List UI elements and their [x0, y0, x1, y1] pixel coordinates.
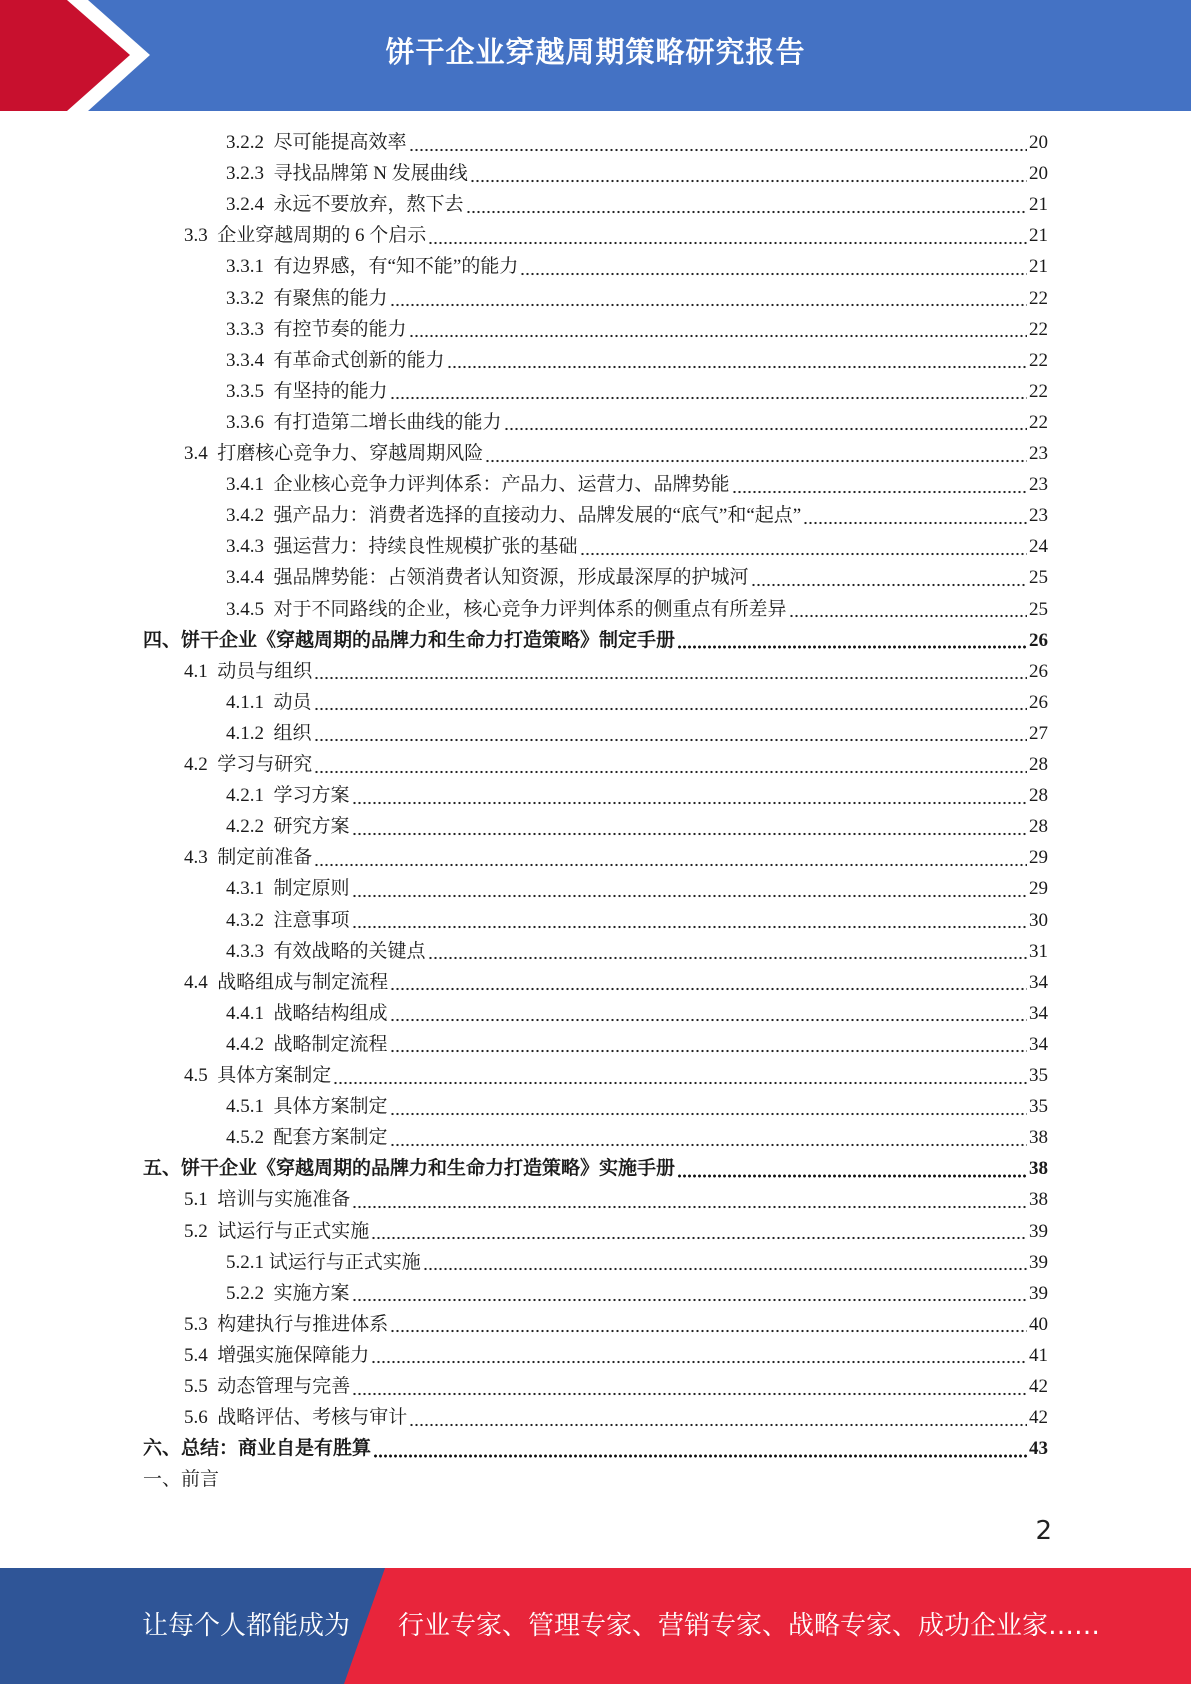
- toc-entry-title: 组织: [273, 722, 312, 744]
- toc-entry-title: 学习方案: [273, 785, 350, 807]
- toc-entry-title: 寻找品牌第 N 发展曲线: [273, 163, 468, 185]
- toc-entry-page: 23: [1029, 474, 1048, 496]
- toc-entry-title: 试运行与正式实施: [268, 1251, 421, 1273]
- toc-entry-number: 5.4: [184, 1344, 208, 1366]
- toc-entry-number: 4.1: [184, 660, 208, 682]
- toc-entry-page: 28: [1029, 754, 1048, 775]
- toc-entry[interactable]: [226, 687, 1048, 718]
- toc-entry-page: 24: [1029, 536, 1048, 558]
- toc-dot-leader: [352, 1205, 1027, 1209]
- toc-entry[interactable]: [226, 1278, 1048, 1309]
- toc-entry-title: 企业穿越周期的 6 个启示: [217, 225, 427, 247]
- toc-entry[interactable]: [226, 718, 1048, 749]
- toc-entry-number: 4.5: [184, 1065, 208, 1086]
- toc-entry-title: 有聚焦的能力: [273, 287, 388, 309]
- toc-entry[interactable]: [226, 811, 1048, 842]
- toc-dot-leader: [751, 583, 1027, 587]
- toc-entry-page: 29: [1029, 878, 1048, 900]
- toc-entry-number: 3.3: [184, 225, 208, 247]
- toc-dot-leader: [466, 210, 1027, 214]
- toc-dot-leader: [520, 272, 1027, 276]
- toc-entry-number: 4.3.3: [226, 940, 264, 962]
- toc-entry-page: 35: [1029, 1065, 1048, 1086]
- toc-entry-title: 战略制定流程: [273, 1033, 388, 1055]
- toc-dot-leader: [371, 1236, 1027, 1240]
- toc-entry-number: 4.1.2: [226, 722, 264, 744]
- toc-entry[interactable]: [184, 1216, 1048, 1247]
- page-header: [0, 0, 1191, 111]
- toc-entry[interactable]: [184, 220, 1048, 251]
- toc-entry-number: 4.5.1: [226, 1096, 264, 1118]
- toc-entry-title: 强产品力：消费者选择的直接动力、品牌发展的“底气”和“起点”: [273, 505, 802, 527]
- toc-entry-page: 39: [1029, 1282, 1048, 1304]
- toc-entry[interactable]: [184, 1184, 1048, 1215]
- toc-entry[interactable]: [184, 967, 1048, 998]
- toc-entry-number: 4.5.2: [226, 1127, 264, 1149]
- toc-dot-leader: [409, 334, 1027, 338]
- toc-dot-leader: [314, 863, 1027, 867]
- toc-entry-number: 3.4: [184, 443, 208, 464]
- toc-dot-leader: [428, 241, 1027, 245]
- toc-dot-leader: [352, 832, 1027, 836]
- toc-entry[interactable]: [226, 469, 1048, 500]
- toc-entry-page: 26: [1029, 660, 1048, 682]
- toc-entry-number: 3.2.2: [226, 132, 264, 153]
- toc-dot-leader: [314, 770, 1027, 774]
- toc-entry-page: 20: [1029, 163, 1048, 185]
- toc-entry-page: 35: [1029, 1096, 1048, 1118]
- toc-entry-title: 企业核心竞争力评判体系：产品力、运营力、品牌势能: [273, 474, 730, 496]
- toc-entry-number: 3.4.4: [226, 567, 264, 589]
- toc-entry-number: 3.4.5: [226, 598, 264, 620]
- toc-entry-page: 22: [1029, 380, 1048, 402]
- toc-entry-number: 3.4.2: [226, 505, 264, 527]
- toc-entry-title: 战略评估、考核与审计: [217, 1407, 408, 1429]
- toc-entry[interactable]: [226, 998, 1048, 1029]
- toc-dot-leader: [789, 614, 1027, 618]
- toc-entry-page: 39: [1029, 1251, 1048, 1273]
- toc-entry-title: 具体方案制定: [217, 1065, 332, 1086]
- toc-entry-number: 5.2.2: [226, 1282, 264, 1304]
- toc-entry-number: 3.3.1: [226, 256, 264, 278]
- toc-entry-page: 21: [1029, 194, 1048, 216]
- toc-entry-number: 5.2: [184, 1220, 208, 1242]
- page-footer: [0, 1568, 1191, 1684]
- toc-entry-title: 有革命式创新的能力: [273, 349, 445, 371]
- toc-entry[interactable]: [226, 1029, 1048, 1060]
- toc-dot-leader: [428, 956, 1027, 960]
- toc-dot-leader: [390, 1018, 1027, 1022]
- toc-entry[interactable]: [226, 905, 1048, 936]
- toc-entry-number: 3.3.5: [226, 380, 264, 402]
- toc-dot-leader: [390, 1143, 1027, 1147]
- toc-dot-leader: [409, 1423, 1027, 1427]
- toc-entry[interactable]: [143, 625, 1048, 656]
- toc-entry-title: 培训与实施准备: [217, 1189, 351, 1211]
- toc-entry-title: 具体方案制定: [273, 1096, 388, 1118]
- toc-entry-number: 5.6: [184, 1407, 208, 1429]
- toc-dot-leader: [373, 1454, 1027, 1458]
- toc-dot-leader: [352, 925, 1027, 929]
- toc-dot-leader: [732, 490, 1027, 494]
- toc-entry-title: 有打造第二增长曲线的能力: [273, 411, 502, 433]
- toc-entry-page: 25: [1029, 567, 1048, 589]
- toc-entry-number: 4.2: [184, 754, 208, 775]
- toc-entry[interactable]: [226, 936, 1048, 967]
- toc-entry-title: 有坚持的能力: [273, 380, 388, 402]
- toc-entry[interactable]: [143, 1464, 219, 1495]
- toc-dot-leader: [447, 365, 1027, 369]
- toc-entry[interactable]: [184, 438, 1048, 469]
- toc-dot-leader: [352, 801, 1027, 805]
- page-number: 2: [1035, 1516, 1052, 1546]
- toc-entry-number: 4.4.1: [226, 1002, 264, 1024]
- toc-entry-page: 34: [1029, 971, 1048, 993]
- toc-entry-number: 3.3.6: [226, 411, 264, 433]
- toc-entry-page: 21: [1029, 256, 1048, 278]
- toc-entry-title: 研究方案: [273, 816, 350, 838]
- toc-entry-number: 4.3.2: [226, 909, 264, 931]
- toc-entry-title: 六、总结：商业自是有胜算: [143, 1438, 372, 1460]
- toc-entry-number: 3.2.4: [226, 194, 264, 216]
- toc-entry-page: 34: [1029, 1002, 1048, 1024]
- toc-entry-title: 学习与研究: [217, 754, 313, 775]
- toc-entry-number: 4.3: [184, 847, 208, 869]
- toc-entry[interactable]: [226, 1247, 1048, 1278]
- toc-entry[interactable]: [226, 283, 1048, 314]
- toc-entry[interactable]: [143, 1433, 1048, 1464]
- toc-entry[interactable]: [226, 251, 1048, 282]
- toc-entry-page: 42: [1029, 1376, 1048, 1397]
- toc-entry-title: 注意事项: [273, 909, 350, 931]
- toc-entry-number: 5.1: [184, 1189, 208, 1211]
- toc-entry-page: 38: [1029, 1158, 1048, 1180]
- toc-entry-page: 26: [1029, 629, 1048, 651]
- toc-entry-number: 4.2.1: [226, 785, 264, 807]
- toc-entry-title: 尽可能提高效率: [273, 132, 407, 153]
- toc-dot-leader: [314, 676, 1027, 680]
- toc-entry-page: 25: [1029, 598, 1048, 620]
- toc-dot-leader: [409, 148, 1027, 152]
- toc-entry[interactable]: [226, 1091, 1048, 1122]
- toc-entry[interactable]: [184, 1371, 1048, 1402]
- toc-entry-page: 41: [1029, 1344, 1048, 1366]
- toc-entry-number: 4.3.1: [226, 878, 264, 900]
- toc-dot-leader: [333, 1081, 1027, 1085]
- toc-entry-page: 40: [1029, 1313, 1048, 1335]
- toc-entry-page: 39: [1029, 1220, 1048, 1242]
- toc-entry[interactable]: [226, 158, 1048, 189]
- toc-entry-title: 战略组成与制定流程: [217, 971, 389, 993]
- toc-entry-page: 23: [1029, 505, 1048, 527]
- toc-entry-page: 22: [1029, 411, 1048, 433]
- toc-entry[interactable]: [226, 531, 1048, 562]
- toc-dot-leader: [390, 987, 1027, 991]
- toc-dot-leader: [580, 552, 1027, 556]
- toc-entry-title: 五、饼干企业《穿越周期的品牌力和生命力打造策略》实施手册: [143, 1158, 676, 1180]
- toc-dot-leader: [390, 303, 1027, 307]
- toc-entry-number: 4.2.2: [226, 816, 264, 838]
- toc-entry[interactable]: [226, 127, 1048, 158]
- toc-entry-title: 试运行与正式实施: [217, 1220, 370, 1242]
- toc-entry-number: 3.4.1: [226, 474, 264, 496]
- toc-entry[interactable]: [226, 407, 1048, 438]
- toc-entry-title: 动员与组织: [217, 660, 313, 682]
- toc-dot-leader: [485, 459, 1027, 463]
- toc-entry-page: 28: [1029, 816, 1048, 838]
- toc-entry-title: 强运营力：持续良性规模扩张的基础: [273, 536, 578, 558]
- toc-entry-page: 28: [1029, 785, 1048, 807]
- toc-entry-number: 3.3.3: [226, 318, 264, 340]
- document-title: 饼干企业穿越周期策略研究报告: [385, 34, 806, 69]
- toc-entry[interactable]: [184, 1309, 1048, 1340]
- toc-entry[interactable]: [226, 594, 1048, 625]
- toc-entry-page: 34: [1029, 1033, 1048, 1055]
- toc-entry-title: 实施方案: [273, 1282, 350, 1304]
- toc-dot-leader: [677, 1174, 1027, 1178]
- toc-dot-leader: [314, 738, 1027, 742]
- toc-entry[interactable]: [226, 314, 1048, 345]
- toc-dot-leader: [371, 1360, 1027, 1364]
- toc-entry-title: 打磨核心竞争力、穿越周期风险: [217, 443, 484, 464]
- toc-entry-number: 3.3.2: [226, 287, 264, 309]
- toc-entry-number: 3.4.3: [226, 536, 264, 558]
- toc-entry-page: 20: [1029, 132, 1048, 153]
- toc-entry-page: 42: [1029, 1407, 1048, 1429]
- toc-entry-page: 22: [1029, 349, 1048, 371]
- toc-dot-leader: [314, 707, 1027, 711]
- toc-entry-page: 38: [1029, 1189, 1048, 1211]
- toc-dot-leader: [390, 396, 1027, 400]
- toc-entry-number: 4.1.1: [226, 691, 264, 713]
- toc-entry-page: 22: [1029, 318, 1048, 340]
- toc-entry[interactable]: [226, 873, 1048, 904]
- toc-entry-number: 3.2.3: [226, 163, 264, 185]
- footer-slogan-right: 行业专家、管理专家、营销专家、战略专家、成功企业家……: [398, 1611, 1101, 1641]
- toc-entry-page: 23: [1029, 443, 1048, 464]
- toc-entry-title: 动态管理与完善: [217, 1376, 351, 1397]
- toc-dot-leader: [470, 179, 1027, 183]
- toc-entry-number: 4.4: [184, 971, 208, 993]
- toc-entry[interactable]: [226, 189, 1048, 220]
- toc-entry-page: 30: [1029, 909, 1048, 931]
- toc-entry[interactable]: [184, 1340, 1048, 1371]
- toc-entry[interactable]: [226, 376, 1048, 407]
- toc-entry[interactable]: [184, 749, 1048, 780]
- toc-entry-title: 战略结构组成: [273, 1002, 388, 1024]
- toc-entry-title: 四、饼干企业《穿越周期的品牌力和生命力打造策略》制定手册: [143, 629, 676, 651]
- toc-dot-leader: [352, 1298, 1027, 1302]
- toc-entry-title: 配套方案制定: [273, 1127, 388, 1149]
- toc-entry-page: 38: [1029, 1127, 1048, 1149]
- toc-entry[interactable]: [226, 500, 1048, 531]
- toc-entry-title: 永远不要放弃，熬下去: [273, 194, 464, 216]
- toc-entry[interactable]: [226, 780, 1048, 811]
- toc-entry-page: 29: [1029, 847, 1048, 869]
- toc-entry[interactable]: [184, 656, 1048, 687]
- toc-entry[interactable]: [226, 562, 1048, 593]
- toc-entry-number: 5.5: [184, 1376, 208, 1397]
- toc-entry-title: 对于不同路线的企业，核心竞争力评判体系的侧重点有所差异: [273, 598, 787, 620]
- toc-entry-page: 27: [1029, 722, 1048, 744]
- toc-entry-number: 4.4.2: [226, 1033, 264, 1055]
- toc-entry[interactable]: [184, 842, 1048, 873]
- toc-entry-page: 22: [1029, 287, 1048, 309]
- toc-dot-leader: [423, 1267, 1027, 1271]
- toc-entry-page: 31: [1029, 940, 1048, 962]
- toc-entry-page: 21: [1029, 225, 1048, 247]
- toc-entry-title: 有边界感，有“知不能”的能力: [273, 256, 519, 278]
- toc-entry[interactable]: [143, 1153, 1048, 1184]
- toc-dot-leader: [352, 894, 1027, 898]
- toc-entry[interactable]: [184, 1402, 1048, 1433]
- toc-entry[interactable]: [184, 1060, 1048, 1091]
- toc-entry-title: 制定前准备: [217, 847, 313, 869]
- toc-dot-leader: [352, 1392, 1027, 1396]
- toc-entry-title: 有效战略的关键点: [273, 940, 426, 962]
- toc-dot-leader: [390, 1049, 1027, 1053]
- toc-dot-leader: [803, 521, 1027, 525]
- toc-entry-title: 一、前言: [143, 1469, 220, 1491]
- toc-entry-title: 制定原则: [273, 878, 350, 900]
- toc-entry-title: 构建执行与推进体系: [217, 1313, 389, 1335]
- toc-entry-title: 动员: [273, 691, 312, 713]
- toc-dot-leader: [390, 1329, 1027, 1333]
- toc-dot-leader: [390, 1112, 1027, 1116]
- toc-entry-number: 5.2.1: [226, 1251, 264, 1273]
- toc-entry-title: 有控节奏的能力: [273, 318, 407, 340]
- toc-entry[interactable]: [226, 345, 1048, 376]
- toc-entry-page: 43: [1029, 1438, 1048, 1460]
- toc-entry-number: 3.3.4: [226, 349, 264, 371]
- toc-entry-title: 强品牌势能：占领消费者认知资源，形成最深厚的护城河: [273, 567, 749, 589]
- toc-entry-title: 增强实施保障能力: [217, 1344, 370, 1366]
- toc-entry-page: 26: [1029, 691, 1048, 713]
- toc-entry[interactable]: [226, 1122, 1048, 1153]
- footer-slogan-left: 让每个人都能成为: [142, 1611, 351, 1641]
- toc-dot-leader: [677, 645, 1027, 649]
- toc-entry-number: 5.3: [184, 1313, 208, 1335]
- toc-dot-leader: [504, 427, 1027, 431]
